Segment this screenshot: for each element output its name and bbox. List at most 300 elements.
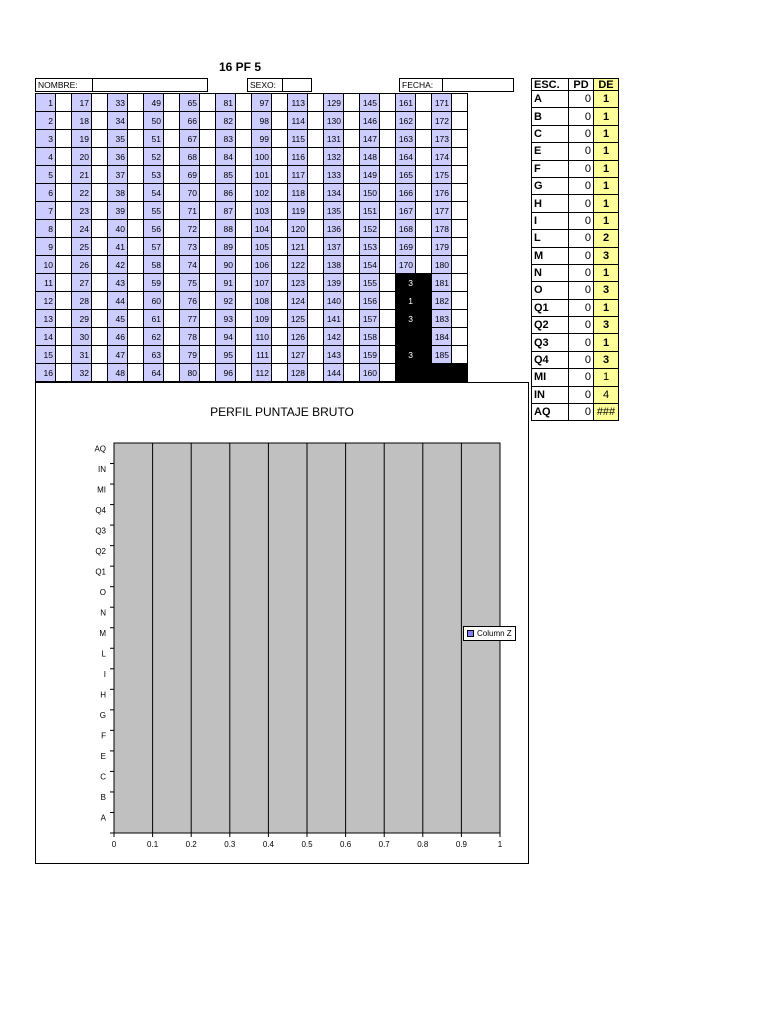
question-number: 179 — [432, 238, 452, 256]
answer-cell[interactable] — [92, 220, 108, 238]
question-number: 64 — [144, 364, 164, 382]
answer-cell[interactable] — [200, 112, 216, 130]
answer-cell[interactable] — [452, 328, 468, 346]
question-number: 60 — [144, 292, 164, 310]
y-tick-label: G — [99, 711, 106, 721]
answer-cell[interactable] — [200, 130, 216, 148]
answer-cell[interactable] — [380, 94, 396, 112]
answer-cell[interactable] — [128, 292, 144, 310]
answer-value: 3 — [396, 346, 416, 364]
answer-cell[interactable] — [272, 94, 288, 112]
answer-cell[interactable] — [416, 184, 432, 202]
answer-cell[interactable] — [56, 310, 72, 328]
answer-cell[interactable] — [164, 166, 180, 184]
question-number: 25 — [72, 238, 92, 256]
answer-cell[interactable] — [452, 166, 468, 184]
answer-cell[interactable] — [308, 364, 324, 382]
answer-cell[interactable] — [380, 274, 396, 292]
question-number: 152 — [360, 220, 380, 238]
answer-cell[interactable] — [236, 292, 252, 310]
nombre-field[interactable] — [92, 78, 208, 92]
scale-pd: 0 — [569, 282, 594, 299]
answer-cell[interactable] — [452, 184, 468, 202]
answer-cell[interactable] — [272, 346, 288, 364]
answer-cell[interactable] — [236, 274, 252, 292]
answer-cell[interactable] — [164, 220, 180, 238]
answer-row — [36, 112, 468, 130]
answer-cell[interactable] — [92, 292, 108, 310]
answer-cell[interactable] — [308, 94, 324, 112]
scale-pd: 0 — [569, 299, 594, 316]
answer-cell[interactable] — [272, 256, 288, 274]
x-tick-label: 0.8 — [417, 840, 429, 849]
answer-cell[interactable] — [416, 112, 432, 130]
pd-header: PD — [569, 79, 594, 91]
answer-cell[interactable] — [272, 112, 288, 130]
answer-cell[interactable] — [416, 310, 432, 328]
answer-cell[interactable] — [272, 274, 288, 292]
answer-cell[interactable] — [128, 166, 144, 184]
answer-cell[interactable] — [128, 148, 144, 166]
scale-row-aq — [532, 404, 619, 421]
question-number: 177 — [432, 202, 452, 220]
answer-cell[interactable] — [452, 346, 468, 364]
answer-cell[interactable] — [236, 238, 252, 256]
answer-cell[interactable] — [200, 328, 216, 346]
scale-row-m — [532, 247, 619, 264]
answer-cell[interactable] — [344, 328, 360, 346]
answer-cell[interactable] — [452, 130, 468, 148]
question-number: 129 — [324, 94, 344, 112]
answer-cell[interactable] — [56, 148, 72, 166]
scale-name: I — [532, 212, 569, 229]
answer-cell[interactable] — [272, 238, 288, 256]
answer-cell[interactable] — [92, 364, 108, 382]
answer-cell[interactable] — [92, 310, 108, 328]
answer-cell[interactable] — [200, 292, 216, 310]
form-title: 16 PF 5 — [218, 60, 262, 74]
answer-cell[interactable] — [416, 94, 432, 112]
question-number: 125 — [288, 310, 308, 328]
answer-cell[interactable] — [92, 346, 108, 364]
question-number: 175 — [432, 166, 452, 184]
answer-cell[interactable] — [416, 166, 432, 184]
answer-cell[interactable] — [344, 310, 360, 328]
question-number: 61 — [144, 310, 164, 328]
answer-row — [36, 130, 468, 148]
answer-cell[interactable] — [308, 238, 324, 256]
answer-cell[interactable] — [128, 310, 144, 328]
scale-de: 1 — [594, 125, 619, 142]
question-number: 7 — [36, 202, 56, 220]
answer-cell[interactable] — [56, 256, 72, 274]
question-number: 49 — [144, 94, 164, 112]
answer-cell[interactable] — [236, 184, 252, 202]
answer-cell[interactable] — [416, 202, 432, 220]
answer-cell[interactable] — [416, 346, 432, 364]
question-number: 80 — [180, 364, 200, 382]
answer-cell[interactable] — [380, 346, 396, 364]
y-tick-label: C — [100, 772, 106, 782]
answer-cell[interactable] — [128, 274, 144, 292]
answer-cell[interactable] — [308, 292, 324, 310]
answer-cell[interactable] — [236, 166, 252, 184]
question-number: 127 — [288, 346, 308, 364]
scale-name: L — [532, 230, 569, 247]
answer-cell[interactable] — [344, 364, 360, 382]
answer-cell[interactable] — [200, 274, 216, 292]
answer-cell[interactable] — [344, 112, 360, 130]
answer-cell[interactable] — [200, 256, 216, 274]
sexo-field[interactable] — [282, 78, 312, 92]
answer-cell[interactable] — [344, 166, 360, 184]
answer-cell[interactable] — [56, 184, 72, 202]
question-number: 123 — [288, 274, 308, 292]
answer-cell[interactable] — [380, 166, 396, 184]
question-number: 52 — [144, 148, 164, 166]
answer-cell[interactable] — [92, 328, 108, 346]
answer-cell[interactable] — [92, 166, 108, 184]
answer-cell[interactable] — [344, 238, 360, 256]
answer-cell[interactable] — [128, 130, 144, 148]
answer-cell[interactable] — [56, 166, 72, 184]
answer-cell[interactable] — [200, 310, 216, 328]
question-number: 120 — [288, 220, 308, 238]
answer-cell[interactable] — [452, 274, 468, 292]
answer-cell[interactable] — [380, 256, 396, 274]
question-number: 130 — [324, 112, 344, 130]
scale-de: 1 — [594, 264, 619, 281]
answer-cell[interactable] — [380, 202, 396, 220]
question-number: 122 — [288, 256, 308, 274]
question-number: 172 — [432, 112, 452, 130]
answer-cell[interactable] — [272, 202, 288, 220]
answer-cell[interactable] — [164, 292, 180, 310]
fecha-label: FECHA: — [399, 78, 443, 92]
question-number: 56 — [144, 220, 164, 238]
answer-cell[interactable] — [416, 274, 432, 292]
answer-cell[interactable] — [236, 112, 252, 130]
question-number: 83 — [216, 130, 236, 148]
answer-cell[interactable] — [380, 184, 396, 202]
question-number: 43 — [108, 274, 128, 292]
answer-row — [36, 238, 468, 256]
answer-cell[interactable] — [344, 220, 360, 238]
question-number: 157 — [360, 310, 380, 328]
question-number: 97 — [252, 94, 272, 112]
question-number: 20 — [72, 148, 92, 166]
scale-row-q2 — [532, 317, 619, 334]
answer-cell[interactable] — [308, 166, 324, 184]
answer-cell[interactable] — [308, 328, 324, 346]
answer-cell[interactable] — [56, 274, 72, 292]
answer-cell[interactable] — [236, 364, 252, 382]
question-number: 88 — [216, 220, 236, 238]
scale-row-a — [532, 91, 619, 108]
answer-cell[interactable] — [56, 328, 72, 346]
question-number: 143 — [324, 346, 344, 364]
answer-cell[interactable] — [164, 238, 180, 256]
answer-cell[interactable] — [416, 328, 432, 346]
answer-cell[interactable] — [128, 202, 144, 220]
question-number: 41 — [108, 238, 128, 256]
answer-cell[interactable] — [308, 274, 324, 292]
question-number: 10 — [36, 256, 56, 274]
answer-cell[interactable] — [56, 220, 72, 238]
answer-cell[interactable] — [164, 310, 180, 328]
x-tick-label: 0.9 — [455, 840, 467, 849]
scale-de: 3 — [594, 282, 619, 299]
answer-cell[interactable] — [200, 184, 216, 202]
scale-name: Q1 — [532, 299, 569, 316]
answer-cell[interactable] — [380, 220, 396, 238]
answer-row — [36, 256, 468, 274]
answer-cell[interactable] — [164, 130, 180, 148]
answer-cell[interactable] — [164, 112, 180, 130]
answer-cell[interactable] — [452, 112, 468, 130]
answer-cell[interactable] — [452, 148, 468, 166]
scale-pd: 0 — [569, 125, 594, 142]
question-number: 69 — [180, 166, 200, 184]
profile-chart — [35, 382, 529, 864]
answer-cell[interactable] — [236, 220, 252, 238]
answer-cell[interactable] — [164, 256, 180, 274]
answer-cell[interactable] — [344, 346, 360, 364]
answer-cell[interactable] — [236, 256, 252, 274]
answer-cell[interactable] — [272, 130, 288, 148]
answer-cell[interactable] — [56, 292, 72, 310]
answer-cell[interactable] — [272, 310, 288, 328]
scale-pd: 0 — [569, 317, 594, 334]
answer-cell[interactable] — [452, 202, 468, 220]
scale-name: M — [532, 247, 569, 264]
answer-cell[interactable] — [344, 202, 360, 220]
answer-cell[interactable] — [236, 310, 252, 328]
answer-cell[interactable] — [272, 184, 288, 202]
answer-cell[interactable] — [380, 238, 396, 256]
y-tick-label: H — [100, 690, 106, 700]
answer-cell[interactable] — [56, 238, 72, 256]
answer-cell[interactable] — [380, 328, 396, 346]
answer-cell[interactable] — [308, 256, 324, 274]
answer-cell[interactable] — [56, 94, 72, 112]
answer-row — [36, 202, 468, 220]
answer-cell[interactable] — [164, 148, 180, 166]
answer-cell[interactable] — [164, 94, 180, 112]
scale-name: IN — [532, 386, 569, 403]
scale-de: 3 — [594, 317, 619, 334]
answer-cell[interactable] — [344, 256, 360, 274]
answer-cell[interactable] — [128, 184, 144, 202]
scale-de: 3 — [594, 247, 619, 264]
answer-cell[interactable] — [128, 238, 144, 256]
answer-cell[interactable] — [416, 364, 432, 382]
answer-cell[interactable] — [272, 220, 288, 238]
answer-cell[interactable] — [416, 130, 432, 148]
answer-cell[interactable] — [236, 130, 252, 148]
answer-cell[interactable] — [344, 184, 360, 202]
answer-cell[interactable] — [236, 94, 252, 112]
answer-cell[interactable] — [92, 184, 108, 202]
answer-cell[interactable] — [128, 364, 144, 382]
answer-cell[interactable] — [92, 94, 108, 112]
answer-cell[interactable] — [308, 184, 324, 202]
answer-cell[interactable] — [308, 112, 324, 130]
answer-cell[interactable] — [56, 112, 72, 130]
legend-label: Column Z — [477, 629, 512, 638]
answer-cell[interactable] — [272, 328, 288, 346]
answer-cell[interactable] — [344, 274, 360, 292]
answer-grid — [35, 93, 468, 382]
answer-cell[interactable] — [200, 238, 216, 256]
question-number: 96 — [216, 364, 236, 382]
answer-cell[interactable] — [308, 202, 324, 220]
answer-cell[interactable] — [452, 292, 468, 310]
question-number: 171 — [432, 94, 452, 112]
question-number: 51 — [144, 130, 164, 148]
answer-cell[interactable] — [128, 346, 144, 364]
answer-cell[interactable] — [416, 238, 432, 256]
answer-cell[interactable] — [92, 274, 108, 292]
answer-cell[interactable] — [452, 238, 468, 256]
answer-cell[interactable] — [380, 148, 396, 166]
question-number: 119 — [288, 202, 308, 220]
answer-cell[interactable] — [452, 94, 468, 112]
answer-cell[interactable] — [164, 184, 180, 202]
answer-cell[interactable] — [236, 328, 252, 346]
answer-cell[interactable] — [452, 256, 468, 274]
scale-pd: 0 — [569, 91, 594, 108]
answer-cell[interactable] — [416, 292, 432, 310]
answer-cell[interactable] — [236, 346, 252, 364]
question-number: 176 — [432, 184, 452, 202]
answer-cell[interactable] — [200, 166, 216, 184]
answer-cell[interactable] — [236, 202, 252, 220]
answer-cell[interactable] — [344, 148, 360, 166]
answer-cell[interactable] — [92, 256, 108, 274]
answer-cell[interactable] — [200, 94, 216, 112]
answer-cell[interactable] — [308, 130, 324, 148]
answer-cell[interactable] — [56, 364, 72, 382]
answer-cell[interactable] — [128, 220, 144, 238]
question-number: 79 — [180, 346, 200, 364]
answer-cell[interactable] — [200, 148, 216, 166]
answer-cell[interactable] — [128, 94, 144, 112]
answer-cell[interactable] — [416, 148, 432, 166]
scale-pd: 0 — [569, 404, 594, 421]
answer-cell[interactable] — [128, 112, 144, 130]
answer-cell[interactable] — [380, 292, 396, 310]
answer-cell[interactable] — [200, 220, 216, 238]
question-number: 54 — [144, 184, 164, 202]
question-number: 40 — [108, 220, 128, 238]
answer-cell[interactable] — [56, 130, 72, 148]
answer-cell[interactable] — [380, 310, 396, 328]
answer-cell[interactable] — [452, 220, 468, 238]
answer-cell[interactable] — [200, 364, 216, 382]
answer-cell[interactable] — [56, 346, 72, 364]
answer-cell[interactable] — [236, 148, 252, 166]
answer-value — [396, 364, 416, 382]
scale-de: 1 — [594, 369, 619, 386]
question-number: 76 — [180, 292, 200, 310]
question-number: 71 — [180, 202, 200, 220]
question-number: 99 — [252, 130, 272, 148]
question-number: 33 — [108, 94, 128, 112]
answer-cell[interactable] — [164, 346, 180, 364]
answer-cell[interactable] — [272, 364, 288, 382]
answer-cell[interactable] — [164, 274, 180, 292]
scale-name: C — [532, 125, 569, 142]
question-number: 104 — [252, 220, 272, 238]
question-number: 72 — [180, 220, 200, 238]
question-number: 163 — [396, 130, 416, 148]
answer-cell[interactable] — [308, 346, 324, 364]
answer-cell[interactable] — [92, 130, 108, 148]
chart-legend — [463, 626, 516, 641]
answer-cell[interactable] — [92, 112, 108, 130]
answer-cell[interactable] — [200, 346, 216, 364]
answer-cell[interactable] — [128, 328, 144, 346]
answer-cell[interactable] — [272, 292, 288, 310]
answer-cell[interactable] — [200, 202, 216, 220]
answer-cell[interactable] — [92, 202, 108, 220]
question-number: 113 — [288, 94, 308, 112]
scale-de: 1 — [594, 212, 619, 229]
y-tick-label: E — [100, 752, 106, 762]
answer-cell[interactable] — [452, 364, 468, 382]
answer-cell[interactable] — [416, 220, 432, 238]
answer-cell[interactable] — [344, 130, 360, 148]
answer-cell[interactable] — [344, 94, 360, 112]
question-number: 149 — [360, 166, 380, 184]
answer-cell[interactable] — [416, 256, 432, 274]
question-number: 159 — [360, 346, 380, 364]
answer-cell[interactable] — [164, 364, 180, 382]
answer-cell[interactable] — [92, 148, 108, 166]
question-number: 180 — [432, 256, 452, 274]
scale-name: A — [532, 91, 569, 108]
x-tick-label: 0.4 — [262, 840, 274, 849]
answer-cell[interactable] — [344, 292, 360, 310]
answer-cell[interactable] — [92, 238, 108, 256]
answer-row — [36, 292, 468, 310]
answer-cell[interactable] — [164, 202, 180, 220]
fecha-field[interactable] — [442, 78, 514, 92]
answer-cell[interactable] — [56, 202, 72, 220]
x-tick-label: 0.6 — [340, 840, 352, 849]
answer-cell[interactable] — [128, 256, 144, 274]
question-number: 77 — [180, 310, 200, 328]
question-number: 91 — [216, 274, 236, 292]
answer-cell[interactable] — [380, 130, 396, 148]
answer-cell[interactable] — [272, 148, 288, 166]
answer-cell[interactable] — [380, 112, 396, 130]
question-number: 5 — [36, 166, 56, 184]
question-number: 103 — [252, 202, 272, 220]
scale-pd: 0 — [569, 195, 594, 212]
question-number: 167 — [396, 202, 416, 220]
answer-cell[interactable] — [452, 310, 468, 328]
answer-cell[interactable] — [272, 166, 288, 184]
answer-cell[interactable] — [308, 310, 324, 328]
answer-cell[interactable] — [308, 220, 324, 238]
answer-cell[interactable] — [164, 328, 180, 346]
scale-pd: 0 — [569, 386, 594, 403]
answer-cell[interactable] — [308, 148, 324, 166]
answer-cell[interactable] — [380, 364, 396, 382]
question-number: 141 — [324, 310, 344, 328]
